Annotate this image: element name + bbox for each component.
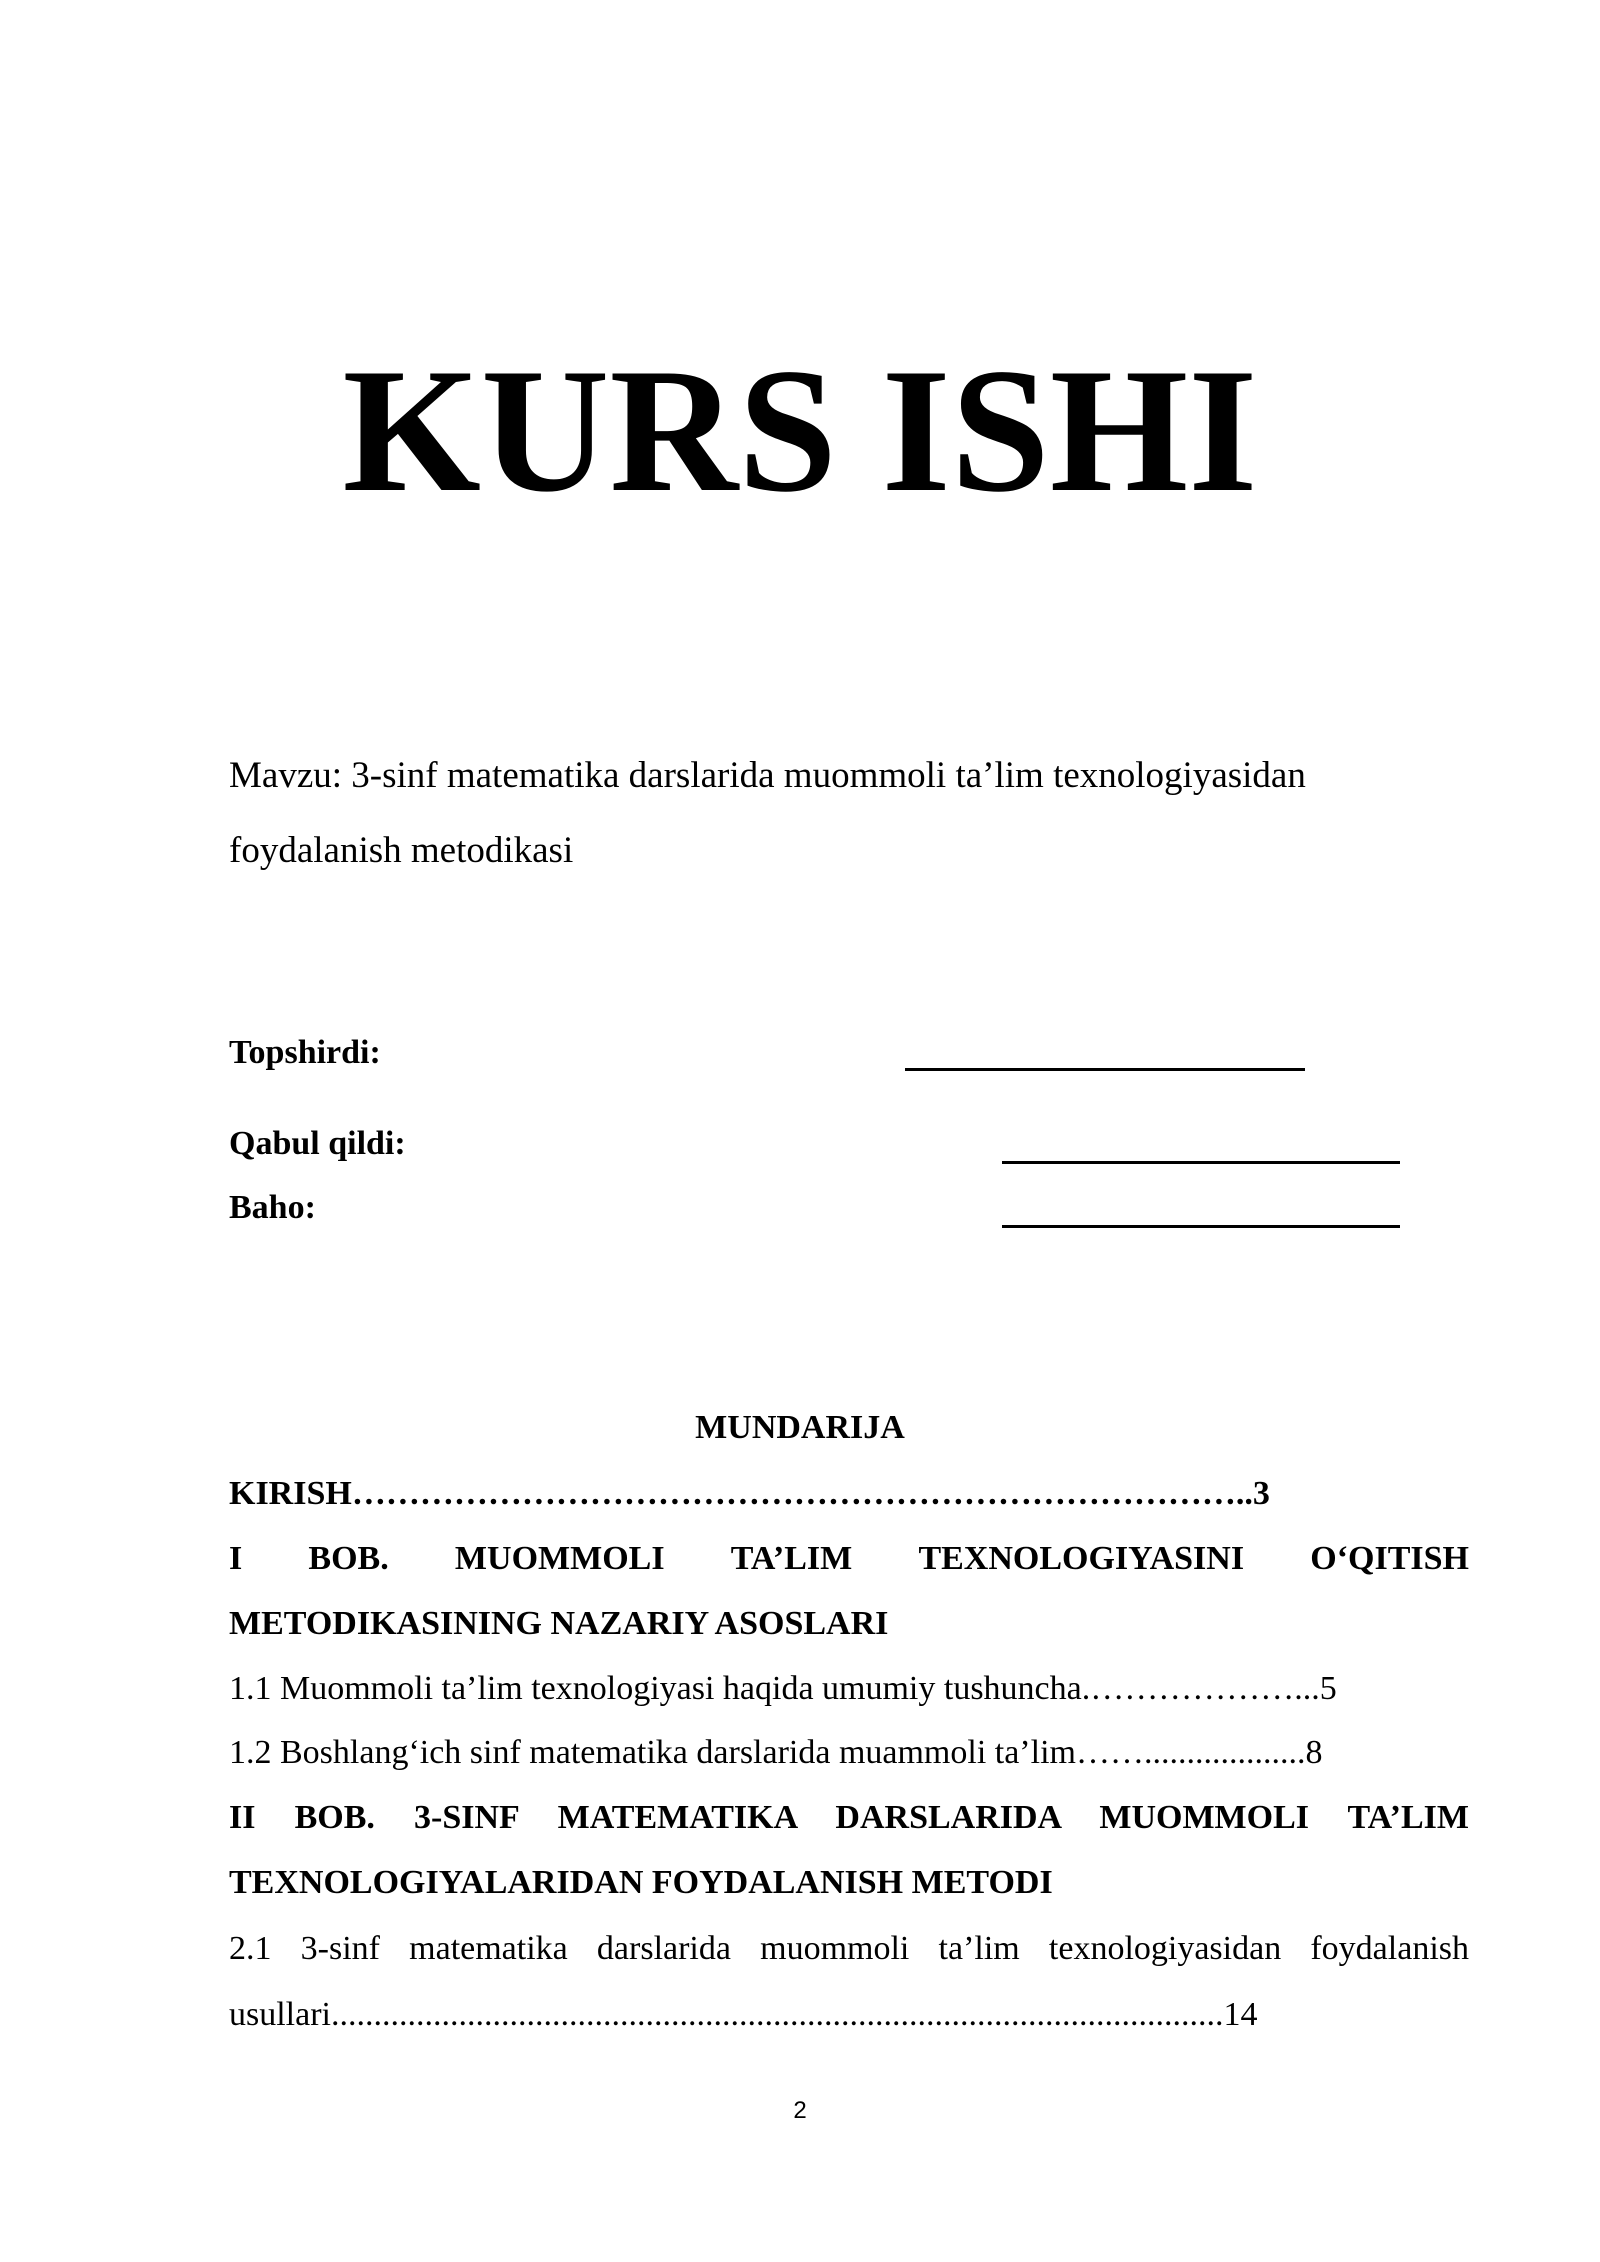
document-title: KURS ISHI (342, 331, 1258, 529)
toc-item-2-1-line-2: usullari.........................................................................................................14 (229, 1996, 1258, 2033)
topshirdi-blank-line (905, 1068, 1305, 1071)
toc-bob-1-word: TA’LIM (730, 1540, 853, 1577)
toc-bob-2-line-1: II BOB. 3-SINF MATEMATIKA DARSLARIDA MUOMMOLI TA’LIM (229, 1799, 1469, 1836)
toc-item-1-1: 1.1 Muommoli ta’lim texnologiyasi haqida umumiy tushuncha.………………...5 (229, 1670, 1337, 1707)
toc-bob-1-word: I (229, 1540, 243, 1577)
toc-kirish: KIRISH……………………………………………………………………..3 (229, 1475, 1270, 1512)
toc-bob-1-word: MUOMMOLI (454, 1540, 665, 1577)
topic-line-1: Mavzu: 3-sinf matematika darslarida muommoli ta’lim texnologiyasidan (229, 755, 1306, 796)
qabul-qildi-blank-line (1002, 1161, 1400, 1164)
baho-blank-line (1002, 1225, 1400, 1228)
contents-heading: MUNDARIJA (695, 1409, 905, 1446)
topic-line-2: foydalanish metodikasi (229, 830, 574, 871)
toc-item-1-2: 1.2 Boshlang‘ich sinf matematika darslarida muammoli ta’lim……...................8 (229, 1734, 1323, 1771)
toc-bob-1-word: BOB. (308, 1540, 389, 1577)
toc-bob-1-line-1 (229, 1537, 1469, 1581)
toc-bob-1-line-2: METODIKASINING NAZARIY ASOSLARI (229, 1605, 889, 1642)
qabul-qildi-label: Qabul qildi: (229, 1125, 406, 1162)
toc-bob-1-word: TEXNOLOGIYASINI (918, 1540, 1245, 1577)
baho-label: Baho: (229, 1189, 316, 1226)
toc-bob-2-line-2: TEXNOLOGIYALARIDAN FOYDALANISH METODI (229, 1864, 1053, 1901)
topshirdi-label: Topshirdi: (229, 1034, 381, 1071)
toc-item-2-1-line-1: 2.1 3-sinf matematika darslarida muommoli ta’lim texnologiyasidan foydalanish (229, 1930, 1469, 1967)
page-number: 2 (793, 2097, 807, 2124)
toc-bob-1-word: O‘QITISH (1310, 1540, 1469, 1577)
